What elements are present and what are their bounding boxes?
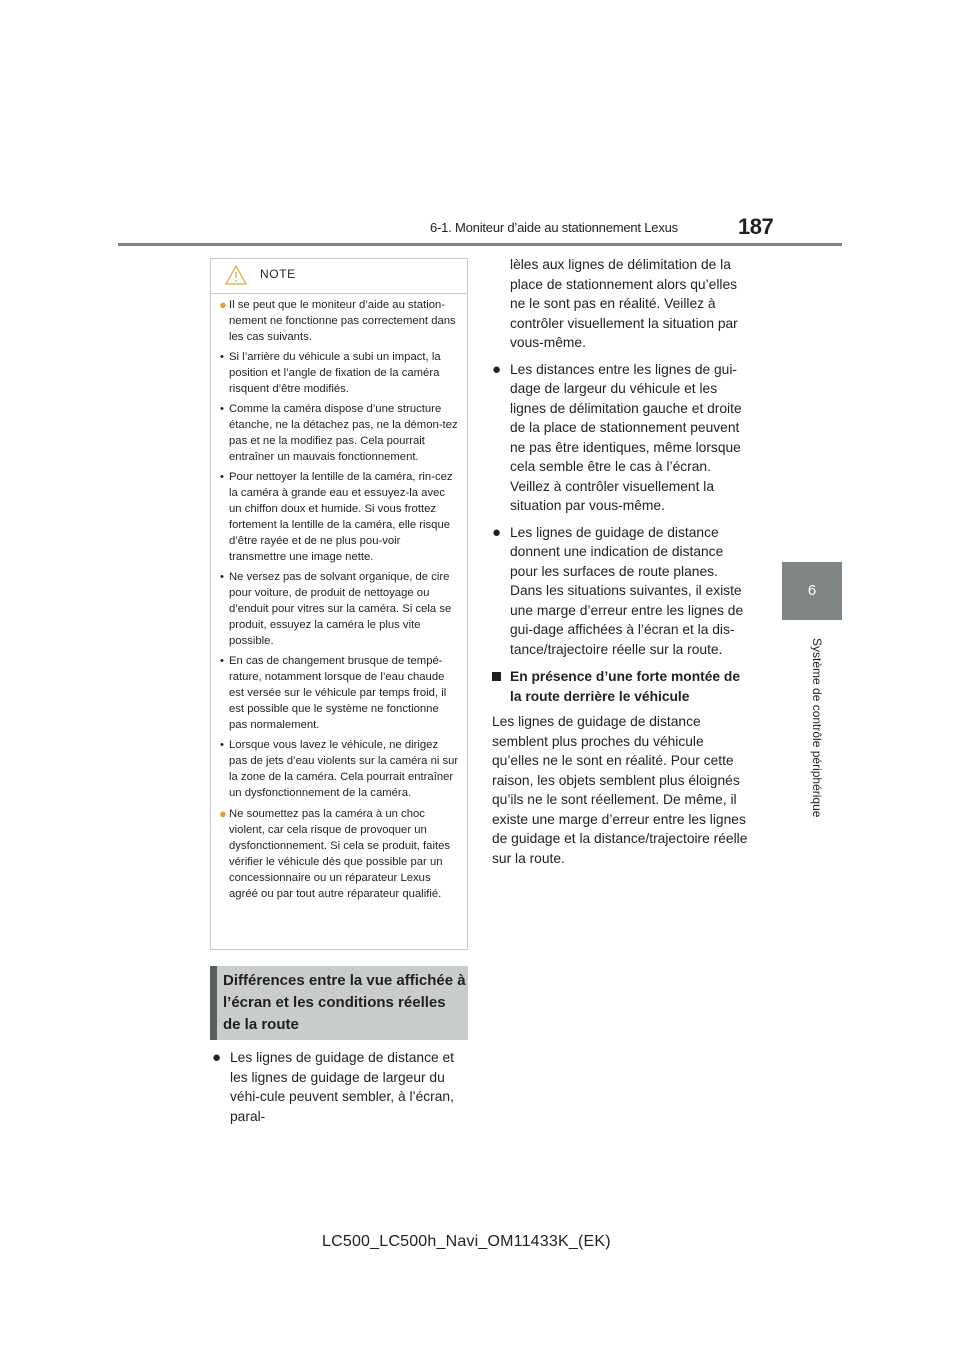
warning-triangle-icon (225, 265, 247, 285)
subheading-text: En présence d’une forte montée de la route derrière le véhicule (510, 669, 740, 704)
body-paragraph: Les lignes de guidage de distance semblent plus proches du véhicule qu’elles ne le sont en réalité. Pour cette raison, les objets semblent plus éloignés qu’ils ne le sont réellement. De même, il existe une marge d’erreur entre les lignes de guidage et la distance/trajectoire réelle sur la route. (492, 714, 748, 866)
note-sub-item: • Ne versez pas de solvant organique, de cire pour voiture, de produit de nettoyage ou d’enduit pour vitres sur la caméra. Si cela se produit, essuyez la caméra le plus vite possible. (219, 569, 459, 649)
list-item (492, 523, 750, 660)
note-sub-item-text: Comme la caméra dispose d’une structure étanche, ne la détachez pas, ne la démon-tez pas et ne la modifiez pas. Cela pourrait entraîner un mauvais fonctionnement. (229, 403, 458, 463)
bullet-icon: ● (492, 523, 502, 541)
note-item (219, 806, 459, 902)
bullet-icon: ● (492, 360, 502, 378)
bullet-icon: ● (219, 297, 227, 312)
list-item-text: Les lignes de guidage de distance donnent une indication de distance pour les surfaces de route planes. Dans les situations suivantes, il existe une marge d’erreur entre les lignes de gui-dage affichées à l’écran et la dis-tance/trajectoire réelle sur la route. (510, 524, 744, 657)
header-divider (118, 243, 842, 246)
note-sub-item-text: En cas de changement brusque de tempé-rature, notamment lorsque de l’eau chaude est versée sur le véhicule par temps froid, il est possible que le système ne fonctionne pas normalement. (229, 655, 447, 731)
continued-text (492, 255, 750, 353)
note-sub-item: • Comme la caméra dispose d’une structure étanche, ne la détachez pas, ne la démon-tez pas et ne la modifiez pas. Cela pourrait entraîner un mauvais fonctionnement. (220, 403, 458, 463)
section-heading-bar (210, 966, 217, 1040)
note-sub-item-text: Si l’arrière du véhicule a subi un impact, la position et l’angle de fixation de la caméra risquent d’être modifiés. (229, 351, 441, 395)
note-sub-item: • Lorsque vous lavez le véhicule, ne dirigez pas de jets d’eau violents sur la caméra ni sur la zone de la caméra. Cela pourrait entraîner un dysfonctionnement de la caméra. (220, 739, 459, 799)
note-sub-item: • Pour nettoyer la lentille de la caméra, rin-cez la caméra à grande eau et essuyez-la avec un chiffon doux et humide. Si vous frottez fortement la lentille de la caméra, elle risque d’être rayée et de ne plus pou-voir transmettre une image nette. (219, 469, 459, 565)
note-sub-item-text: Lorsque vous lavez le véhicule, ne dirigez pas de jets d’eau violents sur la caméra ni sur la zone de la caméra. Cela pourrait entraîner un dysfonctionnement de la caméra. (229, 739, 459, 799)
left-column-text (212, 1048, 468, 1126)
note-body (211, 297, 467, 902)
footer-doc-id: LC500_LC500h_Navi_OM11433K_(EK) (322, 1233, 611, 1250)
note-sub-item: • En cas de changement brusque de tempé-rature, notamment lorsque de l’eau chaude est versée sur le véhicule par temps froid, il est possible que le système ne fonctionne pas normalement. (219, 653, 459, 733)
square-bullet-icon (492, 672, 501, 681)
section-heading-box (210, 966, 468, 1040)
bullet-icon: ● (212, 1049, 222, 1066)
chapter-label: Système de contrôle périphérique (810, 638, 824, 818)
note-sub-item-text: Ne versez pas de solvant organique, de cire pour voiture, de produit de nettoyage ou d’enduit pour vitres sur la caméra. Si cela se produit, essuyez la caméra le plus vite possible. (229, 571, 452, 647)
note-box (210, 258, 468, 950)
note-item (219, 297, 459, 345)
chapter-tab: 6 (782, 562, 842, 620)
header-section-title: 6-1. Moniteur d’aide au stationnement Lexus (430, 220, 678, 235)
page-number: 187 (738, 214, 774, 239)
note-item-text: Il se peut que le moniteur d’aide au station-nement ne fonctionne pas correctement dans les cas suivants. (229, 299, 456, 343)
list-item-text: Les lignes de guidage de distance et les lignes de guidage de largeur du véhi-cule peuvent sembler, à l’écran, paral- (230, 1050, 454, 1124)
continued-text-body: lèles aux lignes de délimitation de la place de stationnement alors qu’elles ne le sont pas en réalité. Veillez à contrôler visuellement la situation par vous-même. (510, 257, 738, 350)
list-item (212, 1048, 468, 1126)
note-title: NOTE (260, 267, 296, 281)
note-item-text: Ne soumettez pas la caméra à un choc violent, car cela risque de provoquer un dysfonctionnement. Si cela se produit, faites vérifier le véhicule dès que possible par un concessionnaire ou un réparateur Lexus agréé ou par tout autre réparateur qualifié. (229, 808, 451, 900)
note-sub-item: • Si l’arrière du véhicule a subi un impact, la position et l’angle de fixation de la caméra risquent d’être modifiés. (219, 349, 459, 397)
bullet-icon: ● (219, 806, 227, 821)
right-column-text (492, 255, 750, 868)
section-heading: Différences entre la vue affichée à l’écran et les conditions réelles de la route (223, 972, 466, 1033)
list-item (492, 360, 750, 516)
list-item-text: Les distances entre les lignes de gui-dage de largeur du véhicule et les lignes de délimitation gauche et droite de la place de stationnement peuvent ne pas être identiques, même lorsque cela semble être le cas à l’écran. Veillez à contrôler visuellement la situation par vous-même. (510, 361, 742, 513)
note-sub-item-text: Pour nettoyer la lentille de la caméra, rin-cez la caméra à grande eau et essuyez-la avec un chiffon doux et humide. Si vous frottez fortement la lentille de la caméra, elle risque d’être rayée et de ne plus pou-voir transmettre une image nette. (229, 471, 453, 563)
subheading (492, 667, 750, 706)
note-header (211, 259, 467, 294)
